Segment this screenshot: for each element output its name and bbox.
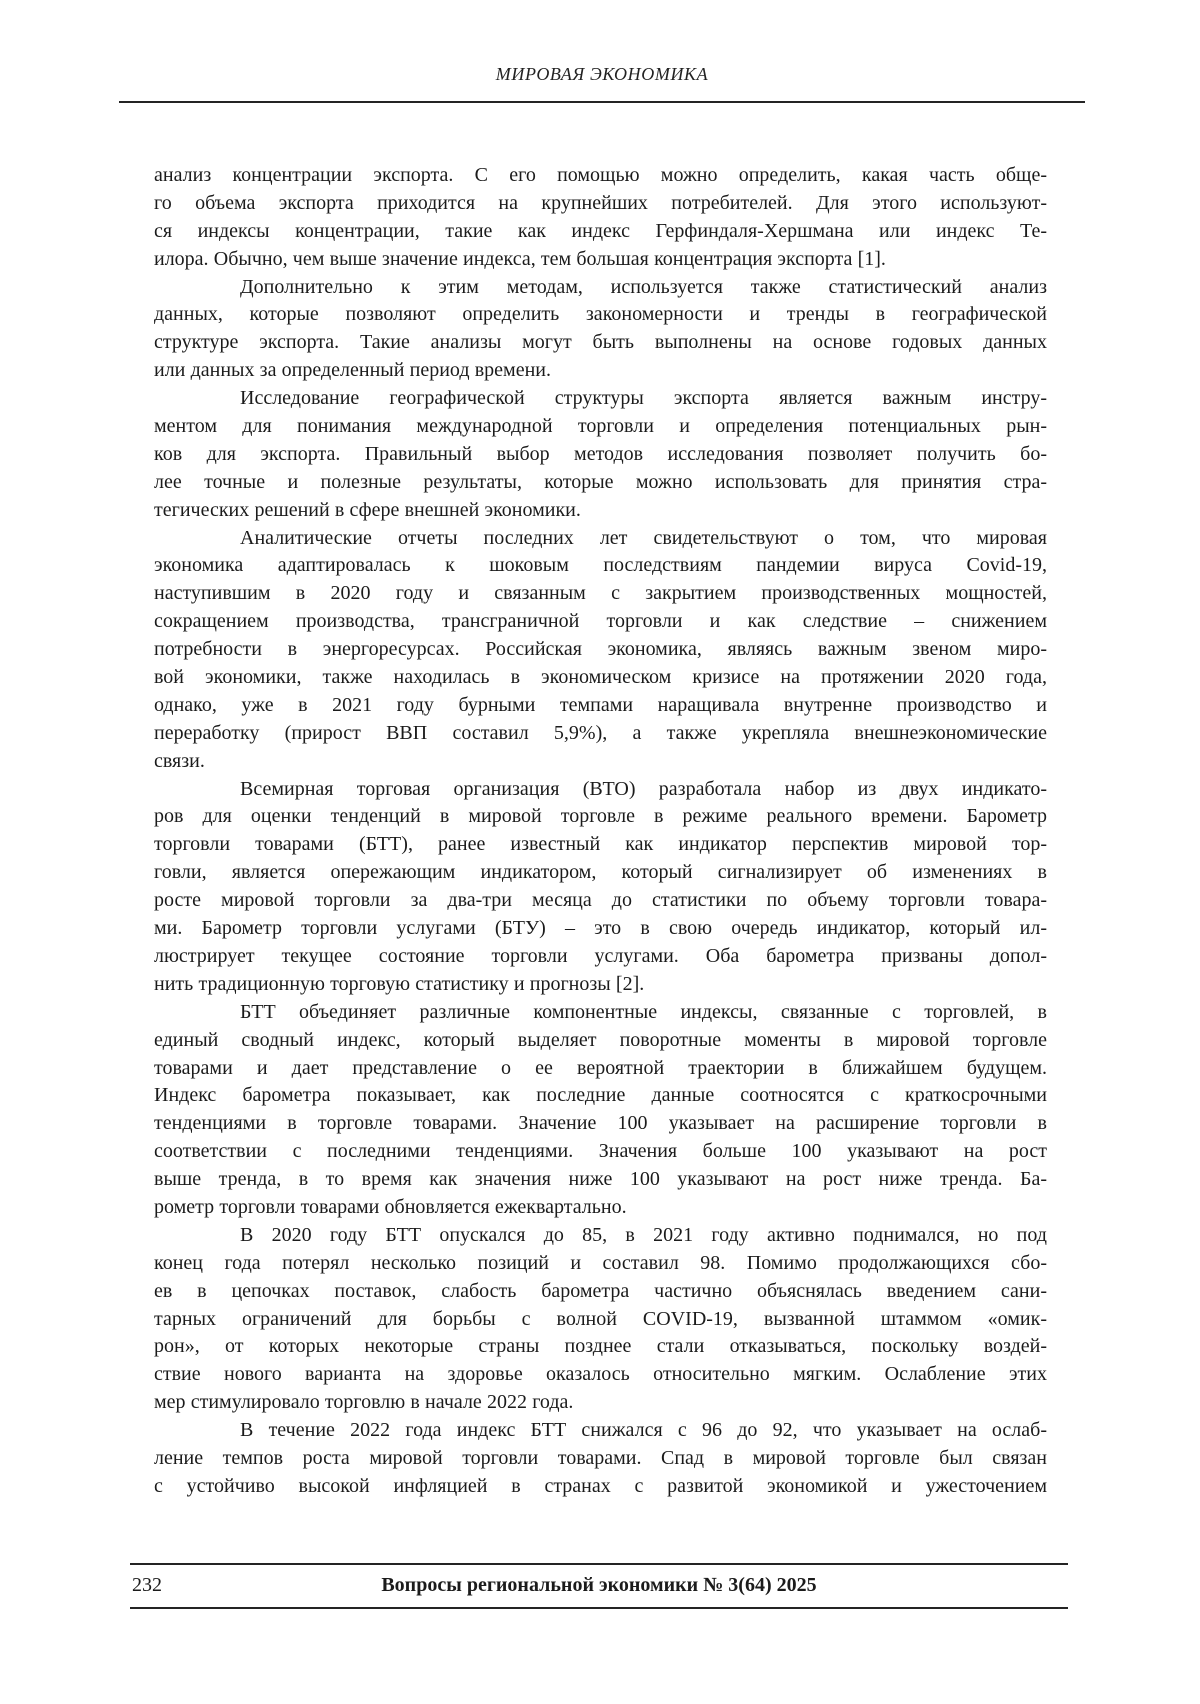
text-line: с устойчиво высокой инфляцией в странах с развитой экономикой и ужесточением: [154, 1474, 1047, 1497]
text-line: люстрирует текущее состояние торговли услугами. Оба барометра призваны допол-: [154, 944, 1047, 967]
text-line: тенденциями в торговле товарами. Значение 100 указывает на расширение торговли в: [154, 1112, 1047, 1135]
text-line: росте мировой торговли за два-три месяца до статистики по объему торговли товара-: [154, 889, 1047, 912]
text-line: рон», от которых некоторые страны позднее стали отказываться, поскольку воздей-: [154, 1335, 1047, 1358]
text-line: соответствии с последними тенденциями. Значения больше 100 указывают на рост: [154, 1140, 1047, 1163]
text-line: товарами и дает представление о ее вероятной траектории в ближайшем будущем.: [154, 1056, 1047, 1079]
text-line: связи.: [154, 749, 205, 772]
paragraph: [154, 162, 1047, 274]
page-number: 232: [132, 1574, 162, 1596]
journal-title: Вопросы региональной экономики № 3(64) 2025: [381, 1574, 817, 1596]
text-line: ев в цепочках поставок, слабость барометра частично объяснялась введением сани-: [154, 1279, 1047, 1302]
text-line: мер стимулировало торговлю в начале 2022 года.: [154, 1391, 574, 1414]
footer-rule-bottom: [130, 1607, 1068, 1609]
header-rule: [119, 101, 1085, 103]
running-header-title: МИРОВАЯ ЭКОНОМИКА: [495, 64, 709, 84]
text-line: наступившим в 2020 году и связанным с закрытием производственных мощностей,: [154, 582, 1047, 605]
text-line: тарных ограничений для борьбы с волной COVID-19, вызванной штаммом «омик-: [154, 1307, 1047, 1330]
paragraph: [154, 1417, 1047, 1501]
text-line: ментом для понимания международной торговли и определения потенциальных рын-: [154, 415, 1047, 438]
text-line: Индекс барометра показывает, как последние данные соотносятся с краткосрочными: [154, 1084, 1047, 1107]
text-line: лее точные и полезные результаты, которые можно использовать для принятия стра-: [154, 470, 1047, 493]
text-line: тегических решений в сфере внешней экономики.: [154, 498, 581, 521]
footer-rule-top: [130, 1563, 1068, 1565]
body-text: [154, 162, 1047, 1501]
text-line: данных, которые позволяют определить закономерности и тренды в географической: [154, 303, 1047, 326]
text-line: говли, является опережающим индикатором, который сигнализирует об изменениях в: [154, 861, 1047, 884]
text-line: В течение 2022 года индекс БТТ снижался с 96 до 92, что указывает на ослаб-: [240, 1419, 1047, 1442]
paragraph: [154, 999, 1047, 1222]
text-line: анализ концентрации экспорта. С его помощью можно определить, какая часть обще-: [154, 164, 1047, 186]
text-line: ров для оценки тенденций в мировой торговле в режиме реального времени. Барометр: [154, 805, 1047, 828]
text-line: однако, уже в 2021 году бурными темпами наращивала внутренне производство и: [154, 693, 1047, 716]
paragraph: [154, 1222, 1047, 1417]
paragraph: [154, 525, 1047, 776]
text-line: рометр торговли товарами обновляется ежеквартально.: [154, 1195, 627, 1218]
text-line: Исследование географической структуры экспорта является важным инстру-: [240, 387, 1047, 410]
text-line: ствие нового варианта на здоровье оказалось относительно мягким. Ослабление этих: [154, 1363, 1047, 1386]
text-line: В 2020 году БТТ опускался до 85, в 2021 году активно поднимался, но под: [240, 1223, 1047, 1246]
text-line: БТТ объединяет различные компонентные индексы, связанные с торговлей, в: [240, 1000, 1047, 1023]
text-line: структуре экспорта. Такие анализы могут быть выполнены на основе годовых данных: [154, 331, 1047, 354]
paragraph: [154, 274, 1047, 386]
footer: [130, 1572, 1068, 1598]
text-line: торговли товарами (БТТ), ранее известный как индикатор перспектив мировой тор-: [154, 833, 1047, 856]
text-line: ков для экспорта. Правильный выбор методов исследования позволяет получить бо-: [154, 442, 1047, 465]
text-line: илора. Обычно, чем выше значение индекса, тем большая концентрация экспорта [1].: [154, 247, 886, 270]
text-line: потребности в энергоресурсах. Российская экономика, являясь важным звеном миро-: [154, 638, 1047, 661]
text-line: ление темпов роста мировой торговли товарами. Спад в мировой торговле был связан: [154, 1446, 1047, 1469]
paragraph: [154, 385, 1047, 524]
text-line: нить традиционную торговую статистику и прогнозы [2].: [154, 972, 645, 995]
text-line: сокращением производства, трансграничной торговли и как следствие – снижением: [154, 610, 1047, 633]
text-line: го объема экспорта приходится на крупнейших потребителей. Для этого используют-: [154, 191, 1047, 214]
text-line: переработку (прирост ВВП составил 5,9%), а также укрепляла внешнеэкономические: [154, 721, 1047, 744]
text-line: единый сводный индекс, который выделяет поворотные моменты в мировой торговле: [154, 1028, 1047, 1051]
text-line: Всемирная торговая организация (ВТО) разработала набор из двух индикато-: [240, 777, 1047, 800]
text-line: экономика адаптировалась к шоковым последствиям пандемии вируса Covid-19,: [154, 554, 1047, 577]
text-line: Аналитические отчеты последних лет свидетельствуют о том, что мировая: [240, 526, 1047, 549]
paragraph: [154, 776, 1047, 999]
text-line: выше тренда, в то время как значения ниже 100 указывают на рост ниже тренда. Ба-: [154, 1168, 1047, 1191]
text-line: конец года потерял несколько позиций и составил 98. Помимо продолжающихся сбо-: [154, 1251, 1047, 1274]
text-line: или данных за определенный период времени.: [154, 359, 551, 382]
text-line: Дополнительно к этим методам, используется также статистический анализ: [240, 275, 1047, 298]
text-line: ся индексы концентрации, такие как индекс Герфиндаля-Хершмана или индекс Те-: [154, 219, 1047, 242]
text-line: ми. Барометр торговли услугами (БТУ) – это в свою очередь индикатор, который ил-: [154, 917, 1047, 940]
text-line: вой экономики, также находилась в экономическом кризисе на протяжении 2020 года,: [154, 666, 1047, 689]
